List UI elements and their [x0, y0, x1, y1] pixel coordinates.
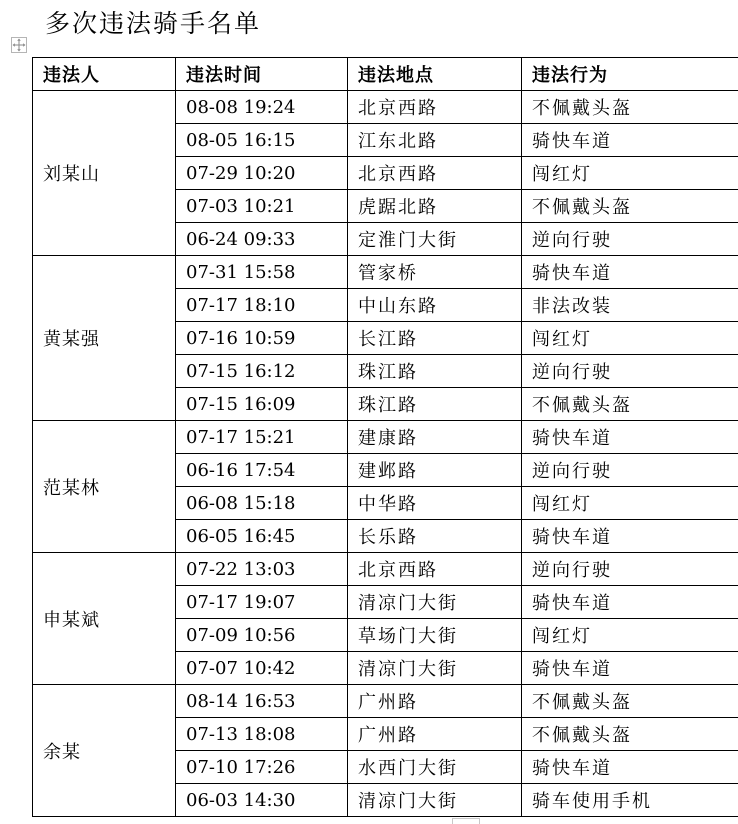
- violation-behavior-cell: 不佩戴头盔: [522, 718, 738, 751]
- violation-behavior-cell: 非法改装: [522, 289, 738, 322]
- violation-time-cell: 07-16 10:59: [176, 322, 348, 355]
- violation-behavior-cell: 不佩戴头盔: [522, 388, 738, 421]
- violation-time-cell: 07-09 10:56: [176, 619, 348, 652]
- table-resize-handle[interactable]: [452, 818, 480, 824]
- violation-place-cell: 清凉门大街: [348, 586, 522, 619]
- header-behavior: 违法行为: [522, 58, 738, 91]
- violation-place-cell: 定淮门大街: [348, 223, 522, 256]
- violation-place-cell: 草场门大街: [348, 619, 522, 652]
- violation-behavior-cell: 闯红灯: [522, 322, 738, 355]
- table-body: [33, 91, 738, 817]
- violation-place-cell: 管家桥: [348, 256, 522, 289]
- violation-place-cell: 江东北路: [348, 124, 522, 157]
- violation-place-cell: 中华路: [348, 487, 522, 520]
- violation-behavior-cell: 逆向行驶: [522, 355, 738, 388]
- violation-place-cell: 虎踞北路: [348, 190, 522, 223]
- violation-behavior-cell: 不佩戴头盔: [522, 91, 738, 124]
- move-icon: [12, 38, 26, 52]
- violation-time-cell: 06-05 16:45: [176, 520, 348, 553]
- violation-behavior-cell: 不佩戴头盔: [522, 190, 738, 223]
- violation-behavior-cell: 骑快车道: [522, 652, 738, 685]
- violation-time-cell: 07-17 15:21: [176, 421, 348, 454]
- violation-time-cell: 08-05 16:15: [176, 124, 348, 157]
- violation-time-cell: 07-22 13:03: [176, 553, 348, 586]
- violation-time-cell: 08-08 19:24: [176, 91, 348, 124]
- violation-place-cell: 北京西路: [348, 91, 522, 124]
- violation-place-cell: 珠江路: [348, 355, 522, 388]
- violation-place-cell: 珠江路: [348, 388, 522, 421]
- violation-place-cell: 北京西路: [348, 157, 522, 190]
- violation-place-cell: 长乐路: [348, 520, 522, 553]
- violator-name-cell: 范某林: [33, 421, 176, 553]
- violation-place-cell: 清凉门大街: [348, 784, 522, 817]
- violator-name-cell: 余某: [33, 685, 176, 817]
- violation-time-cell: 07-03 10:21: [176, 190, 348, 223]
- table-row: [33, 421, 738, 454]
- violation-time-cell: 07-31 15:58: [176, 256, 348, 289]
- violation-place-cell: 北京西路: [348, 553, 522, 586]
- violation-time-cell: 06-24 09:33: [176, 223, 348, 256]
- violations-table: [32, 57, 738, 817]
- violation-behavior-cell: 骑快车道: [522, 751, 738, 784]
- violation-behavior-cell: 逆向行驶: [522, 454, 738, 487]
- violation-place-cell: 长江路: [348, 322, 522, 355]
- table-row: [33, 256, 738, 289]
- header-violator: 违法人: [33, 58, 176, 91]
- violation-time-cell: 08-14 16:53: [176, 685, 348, 718]
- violation-behavior-cell: 骑快车道: [522, 520, 738, 553]
- header-time: 违法时间: [176, 58, 348, 91]
- violator-name-cell: 刘某山: [33, 91, 176, 256]
- document-title: 多次违法骑手名单: [45, 9, 262, 38]
- violation-time-cell: 07-17 18:10: [176, 289, 348, 322]
- violation-time-cell: 07-07 10:42: [176, 652, 348, 685]
- violator-name-cell: 申某斌: [33, 553, 176, 685]
- violation-place-cell: 水西门大街: [348, 751, 522, 784]
- violation-place-cell: 中山东路: [348, 289, 522, 322]
- table-row: [33, 685, 738, 718]
- violation-time-cell: 06-16 17:54: [176, 454, 348, 487]
- violation-time-cell: 07-29 10:20: [176, 157, 348, 190]
- violation-place-cell: 清凉门大街: [348, 652, 522, 685]
- table-row: [33, 91, 738, 124]
- violation-place-cell: 建康路: [348, 421, 522, 454]
- table-move-handle[interactable]: [11, 37, 27, 53]
- violation-behavior-cell: 闯红灯: [522, 487, 738, 520]
- violation-time-cell: 07-15 16:09: [176, 388, 348, 421]
- violation-behavior-cell: 逆向行驶: [522, 223, 738, 256]
- violation-time-cell: 07-13 18:08: [176, 718, 348, 751]
- header-place: 违法地点: [348, 58, 522, 91]
- violation-time-cell: 07-10 17:26: [176, 751, 348, 784]
- violation-behavior-cell: 不佩戴头盔: [522, 685, 738, 718]
- violation-behavior-cell: 骑快车道: [522, 586, 738, 619]
- violation-behavior-cell: 骑快车道: [522, 421, 738, 454]
- violation-behavior-cell: 闯红灯: [522, 157, 738, 190]
- violation-behavior-cell: 骑车使用手机: [522, 784, 738, 817]
- violation-time-cell: 07-15 16:12: [176, 355, 348, 388]
- table-header-row: [33, 58, 738, 91]
- violation-place-cell: 广州路: [348, 718, 522, 751]
- violation-behavior-cell: 闯红灯: [522, 619, 738, 652]
- violation-time-cell: 07-17 19:07: [176, 586, 348, 619]
- table-row: [33, 553, 738, 586]
- violation-time-cell: 06-08 15:18: [176, 487, 348, 520]
- violation-place-cell: 建邺路: [348, 454, 522, 487]
- violation-behavior-cell: 骑快车道: [522, 124, 738, 157]
- violation-place-cell: 广州路: [348, 685, 522, 718]
- violation-behavior-cell: 骑快车道: [522, 256, 738, 289]
- violation-behavior-cell: 逆向行驶: [522, 553, 738, 586]
- violation-time-cell: 06-03 14:30: [176, 784, 348, 817]
- violator-name-cell: 黄某强: [33, 256, 176, 421]
